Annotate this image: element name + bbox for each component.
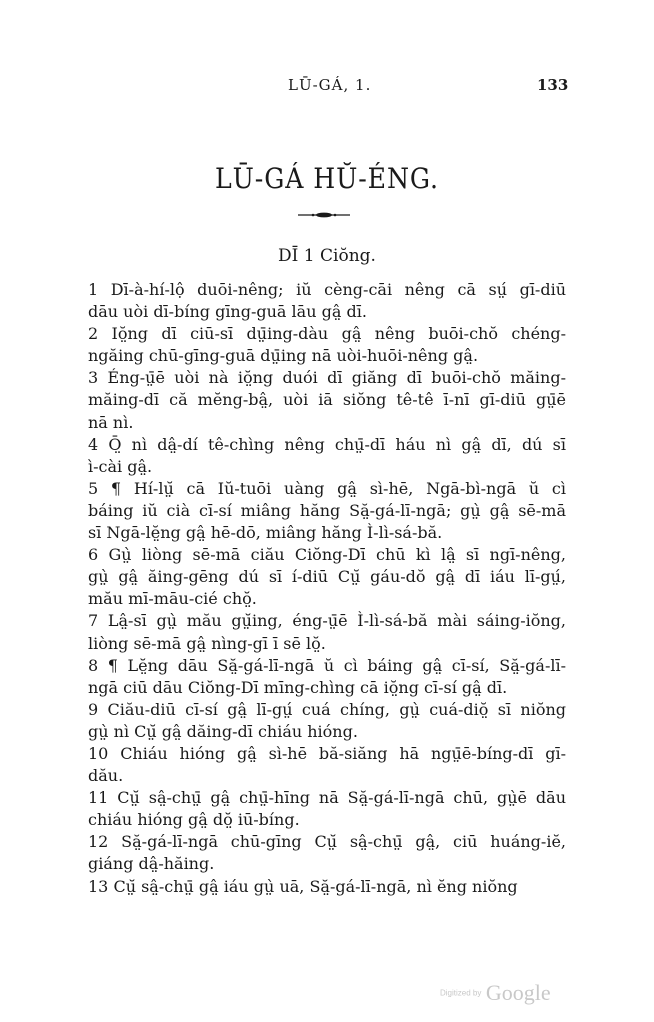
verse-line: 11 Cṳ̆ sâ̤-chṳ̄ gâ̤ chṳ̄-hīng nā Să̤-gá-lī-ngā chū, gṳ̀ē dāu — [88, 788, 566, 808]
verse-line: gṳ̀ nì Cṳ̆ gâ̤ dăing-dī chiáu hióng. — [88, 721, 358, 741]
verse — [88, 323, 566, 367]
digitized-watermark — [440, 980, 551, 1006]
verse-line: gṳ̀ gâ̤ ăing-gēng dú sī í-diū Cṳ̆ gáu-dŏ gâ̤ dī iáu lī-gṳ́, — [88, 567, 566, 587]
verse — [88, 699, 566, 743]
verse-line: báing iŭ cià cī-sí miâng hăng Să̤-gá-lī-ngā; gṳ̀ gâ̤ sē-mā — [88, 500, 566, 520]
verse — [88, 655, 566, 699]
verse — [88, 544, 566, 610]
verse-line: 9 Ciău-diū cī-sí gâ̤ lī-gṳ́ cuá chíng, gṳ̀ cuá-diŏ̤ sī niŏng — [88, 699, 566, 719]
ornament-rule — [298, 212, 350, 218]
verse-line: liòng sē-mā gâ̤ nìng-gī ī sē lŏ̤. — [88, 633, 326, 653]
verse — [88, 787, 566, 831]
verse — [88, 876, 566, 898]
verse — [88, 610, 566, 654]
verse-line: 10 Chiáu hióng gâ̤ sì-hē bă-siăng hā ngṳ̄ē-bíng-dī gī- — [88, 743, 566, 763]
book-title: LŪ-GÁ HŬ-ÉNG. — [215, 162, 439, 195]
verse-line: 13 Cṳ̆ sâ̤-chṳ̄ gâ̤ iáu gṳ̀ uā, Să̤-gá-lī-ngā, nì ĕng niŏng — [88, 876, 518, 896]
chapter-heading: DĪ 1 Ciŏng. — [278, 246, 376, 266]
verse-line: 2 Iŏ̤ng dī ciū-sī dṳ̄ing-dàu gâ̤ nêng buōi-chŏ chéng- — [88, 324, 566, 344]
verse-line: 4 Ō̤ nì dâ̤-dí tê-chìng nêng chṳ̄-dī háu nì gâ̤ dī, dú sī — [88, 434, 566, 454]
verse-line: giáng dâ̤-hăing. — [88, 854, 215, 874]
verse — [88, 279, 566, 323]
verse — [88, 831, 566, 875]
verse-line: 12 Să̤-gá-lī-ngā chū-gīng Cṳ̆ sâ̤-chṳ̄ gâ̤, ciū huáng-iĕ, — [88, 832, 566, 852]
verse-list — [88, 279, 566, 898]
running-title: LŪ-GÁ, 1. — [288, 76, 372, 94]
verse-line: ì-cài gâ̤. — [88, 456, 153, 476]
verse — [88, 434, 566, 478]
verse-line: 6 Gṳ̀ liòng sē-mā ciău Ciŏng-Dī chū kì lâ̤ sī ngī-nêng, — [88, 545, 566, 565]
google-logo: Google — [485, 980, 551, 1005]
watermark-prefix: Digitized by — [440, 988, 482, 998]
verse-line: dāu uòi dī-bíng gīng-guā lāu gâ̤ dī. — [88, 302, 367, 322]
verse — [88, 367, 566, 433]
verse — [88, 743, 566, 787]
verse-line: ngăing chū-gīng-guā dṳ̄ing nā uòi-huōi-nêng gâ̤. — [88, 346, 479, 366]
verse-line: 8 ¶ Lĕ̤ng dāu Să̤-gá-lī-ngā ŭ cì báing gâ̤ cī-sí, Să̤-gá-lī- — [88, 655, 566, 675]
verse-line: 5 ¶ Hí-lṳ̆ cā Iŭ-tuōi uàng gâ̤ sì-hē, Ngā-bì-ngā ŭ cì — [88, 478, 566, 498]
verse-line: măing-dī că mĕng-bâ̤, uòi iā siŏng tê-tê ī-nī gī-diū gṳ̄ē — [88, 390, 566, 410]
verse-line: dău. — [88, 766, 124, 786]
verse — [88, 478, 566, 544]
verse-line: 1 Dī-à-hí-lộ duōi-nêng; iŭ cèng-cāi nêng cā sṳ́ gī-diū — [88, 280, 566, 299]
verse-line: 3 Éng-ṳ̄ē uòi nà iŏ̤ng duói dī giăng dī buōi-chŏ măing- — [88, 368, 566, 388]
verse-line: ngā ciū dāu Ciŏng-Dī mīng-chìng cā iŏ̤ng cī-sí gâ̤ dī. — [88, 677, 508, 697]
verse-line: chiáu hióng gâ̤ dŏ̤ iū-bíng. — [88, 810, 300, 830]
page-number: 133 — [537, 76, 569, 94]
verse-line: mău mī-māu-cié chŏ̤. — [88, 589, 257, 609]
verse-line: sī Ngā-lĕ̤ng gâ̤ hē-dō, miâng hăng Ì-lì-sá-bă. — [88, 523, 443, 543]
verse-line: 7 Lâ̤-sī gṳ̀ mău gṳ̆ing, éng-ṳ̄ē Ì-lì-sá-bă mài sáing-iŏng, — [88, 611, 566, 631]
verse-line: nā nì. — [88, 412, 134, 432]
